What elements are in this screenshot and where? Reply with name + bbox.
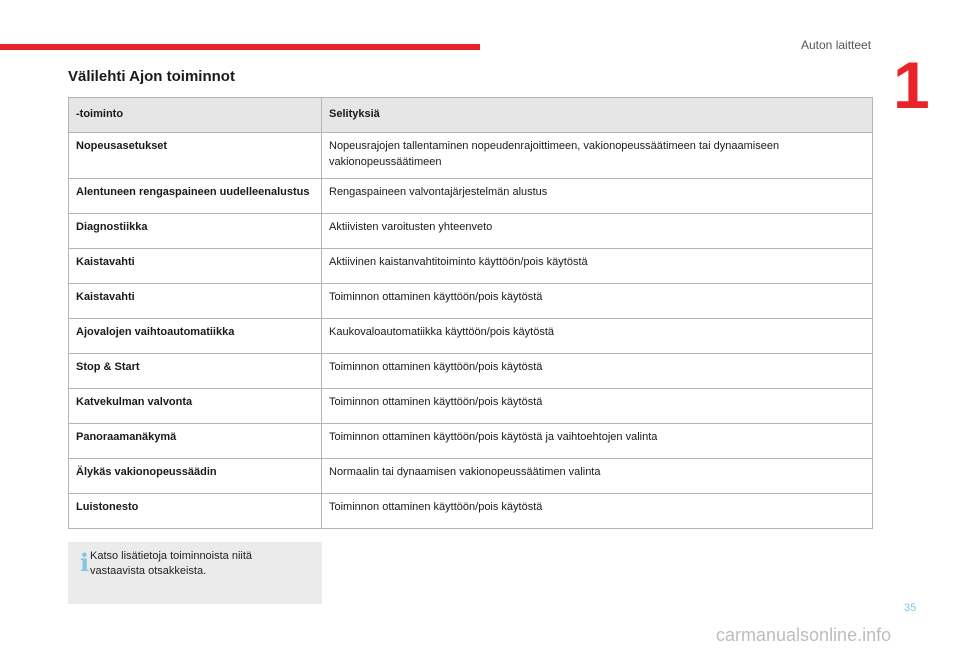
function-description-cell: Toiminnon ottaminen käyttöön/pois käytöstä bbox=[322, 353, 873, 388]
function-name-cell: Luistonesto bbox=[69, 493, 322, 528]
table-row bbox=[69, 213, 873, 248]
column-header-function: -toiminto bbox=[69, 98, 322, 133]
function-description-cell: Toiminnon ottaminen käyttöön/pois käytöstä bbox=[322, 493, 873, 528]
function-name-cell: Kaistavahti bbox=[69, 248, 322, 283]
function-name-cell: Diagnostiikka bbox=[69, 213, 322, 248]
watermark-text: carmanualsonline.info bbox=[716, 625, 892, 645]
table-row bbox=[69, 133, 873, 179]
table-row bbox=[69, 178, 873, 213]
table-row bbox=[69, 283, 873, 318]
table-row bbox=[69, 353, 873, 388]
function-name-cell: Kaistavahti bbox=[69, 283, 322, 318]
function-description-cell: Aktiivisten varoitusten yhteenveto bbox=[322, 213, 873, 248]
table-header-row bbox=[69, 98, 873, 133]
column-header-description: Selityksiä bbox=[322, 98, 873, 133]
header-accent-bar bbox=[0, 44, 480, 50]
function-description-cell: Nopeusrajojen tallentaminen nopeudenrajoittimeen, vakionopeussäätimeen tai dynaamiseen vakionopeussäätimeen bbox=[322, 133, 873, 179]
table-row bbox=[69, 318, 873, 353]
page-number: 35 bbox=[904, 602, 917, 614]
function-description-cell: Normaalin tai dynaamisen vakionopeussäätimen valinta bbox=[322, 458, 873, 493]
table-row bbox=[69, 248, 873, 283]
function-description-cell: Toiminnon ottaminen käyttöön/pois käytöstä ja vaihtoehtojen valinta bbox=[322, 423, 873, 458]
function-description-cell: Kaukovaloautomatiikka käyttöön/pois käytöstä bbox=[322, 318, 873, 353]
function-name-cell: Ajovalojen vaihtoautomatiikka bbox=[69, 318, 322, 353]
function-description-cell: Rengaspaineen valvontajärjestelmän alustus bbox=[322, 178, 873, 213]
table-row bbox=[69, 458, 873, 493]
features-table bbox=[68, 97, 873, 529]
function-name-cell: Stop & Start bbox=[69, 353, 322, 388]
chapter-number: 1 bbox=[893, 48, 930, 122]
function-name-cell: Panoraamanäkymä bbox=[69, 423, 322, 458]
info-note-text: Katso lisätietoja toiminnoista niitä vastaavista otsakkeista. bbox=[90, 550, 253, 578]
function-name-cell: Katvekulman valvonta bbox=[69, 388, 322, 423]
function-name-cell: Alentuneen rengaspaineen uudelleenalustus bbox=[69, 178, 322, 213]
function-description-cell: Toiminnon ottaminen käyttöön/pois käytöstä bbox=[322, 283, 873, 318]
chapter-header-title: Auton laitteet bbox=[801, 38, 872, 52]
table-row bbox=[69, 423, 873, 458]
info-note-box bbox=[68, 542, 322, 604]
section-title: Välilehti Ajon toiminnot bbox=[68, 68, 235, 85]
function-name-cell: Nopeusasetukset bbox=[69, 133, 322, 179]
table-row bbox=[69, 493, 873, 528]
function-description-cell: Toiminnon ottaminen käyttöön/pois käytöstä bbox=[322, 388, 873, 423]
function-name-cell: Älykäs vakionopeussäädin bbox=[69, 458, 322, 493]
table-row bbox=[69, 388, 873, 423]
function-description-cell: Aktiivinen kaistanvahtitoiminto käyttöön/pois käytöstä bbox=[322, 248, 873, 283]
info-icon: i bbox=[80, 548, 90, 577]
